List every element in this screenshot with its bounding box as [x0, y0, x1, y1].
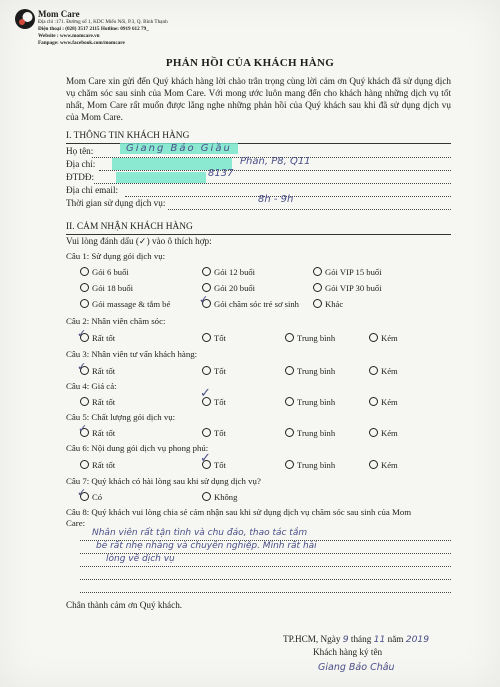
q3-option[interactable]: Trung bình: [285, 366, 335, 376]
mom-care-logo-icon: [14, 8, 36, 30]
q4-option[interactable]: Rất tốt: [80, 397, 115, 407]
field-email-label: Địa chỉ email:: [66, 185, 119, 195]
q1-option[interactable]: Gói 18 buổi: [80, 283, 133, 293]
field-phone-value[interactable]: 8137: [208, 168, 234, 179]
q5-option[interactable]: Trung bình: [285, 428, 335, 438]
q1-option[interactable]: Gói VIP 15 buổi: [313, 267, 382, 277]
q7-label: Câu 7: Quý khách có hài lòng sau khi sử dụng dịch vụ?: [66, 476, 261, 486]
signature-date: TP.HCM, Ngày 9 tháng 11 năm 2019: [283, 634, 430, 645]
q7-checkmark-icon: ✓: [77, 486, 87, 499]
q6-option[interactable]: Tốt: [202, 460, 226, 470]
section2-heading: II. CẢM NHẬN KHÁCH HÀNG: [66, 222, 193, 232]
q2-option[interactable]: Rất tốt: [80, 333, 115, 343]
sign-label: Khách hàng ký tên: [313, 647, 383, 657]
page-title: PHẢN HỒI CỦA KHÁCH HÀNG: [165, 57, 335, 69]
q5-label: Câu 5: Chất lượng gói dịch vụ:: [66, 412, 176, 422]
section1-heading: I. THÔNG TIN KHÁCH HÀNG: [66, 131, 190, 141]
q4-checkmark-icon: ✓: [200, 386, 211, 401]
customer-signature[interactable]: Giang Bảo Châu: [318, 662, 395, 673]
field-name-label: Họ tên:: [66, 146, 94, 156]
q1-option[interactable]: Gói 12 buổi: [202, 267, 255, 277]
q7-option[interactable]: Không: [202, 492, 237, 502]
brand-name: Mom Care: [38, 9, 80, 19]
q3-option[interactable]: Tốt: [202, 366, 226, 376]
field-address-value[interactable]: Phan, P8, Q11: [240, 156, 311, 167]
q8-answer-line[interactable]: bé rất nhẹ nhàng và chuyên nghiệp. Mình rất hài: [96, 541, 317, 551]
date-year: 2019: [405, 634, 430, 645]
q3-option[interactable]: Kém: [369, 366, 398, 376]
field-phone-label: ĐTDĐ:: [66, 172, 95, 182]
q4-option[interactable]: Trung bình: [285, 397, 335, 407]
q5-option[interactable]: Tốt: [202, 428, 226, 438]
field-time-label: Thời gian sử dụng dịch vụ:: [66, 198, 166, 208]
q8-answer-line[interactable]: lòng về dịch vụ: [106, 554, 175, 564]
q1-option[interactable]: Khác: [313, 299, 343, 309]
q3-checkmark-icon: ✓: [77, 360, 87, 373]
field-time-value[interactable]: 8h - 9h: [258, 194, 294, 205]
instruction-text: Vui lòng đánh dấu (✓) vào ô thích hợp:: [66, 236, 212, 246]
q2-checkmark-icon: ✓: [77, 327, 87, 340]
q3-option[interactable]: Rất tốt: [80, 366, 115, 376]
q1-option[interactable]: Gói VIP 30 buổi: [313, 283, 382, 293]
q1-option[interactable]: Gói 6 buổi: [80, 267, 129, 277]
q3-label: Câu 3: Nhân viên tư vấn khách hàng:: [66, 349, 198, 359]
q2-option[interactable]: Tốt: [202, 333, 226, 343]
q5-option[interactable]: Kém: [369, 428, 398, 438]
q8-label: Câu 8: Quý khách vui lòng chia sẻ cảm nhận sau khi sử dụng dịch vụ chăm sóc sau sinh của Mom Care:: [66, 507, 412, 528]
q2-label: Câu 2: Nhân viên chăm sóc:: [66, 316, 166, 326]
q6-checkmark-icon: ✓: [200, 451, 211, 466]
q4-option[interactable]: Tốt: [202, 397, 226, 407]
q6-label: Câu 6: Nội dung gói dịch vụ phong phú:: [66, 443, 209, 453]
q1-label: Câu 1: Sử dụng gói dịch vụ:: [66, 251, 166, 261]
q6-option[interactable]: Kém: [369, 460, 398, 470]
q8-answer-line[interactable]: Nhân viên rất tận tình và chu đáo, thao tác tắm: [92, 528, 308, 538]
q4-option[interactable]: Kém: [369, 397, 398, 407]
date-month: 11: [373, 634, 386, 645]
q4-label: Câu 4: Giá cả:: [66, 381, 117, 391]
header-website: Website : www.momcare.vn: [38, 33, 100, 39]
header-phone: Điện thoại : (028) 3517 2115 Hotline: 0919 612 79_: [38, 26, 149, 32]
q2-option[interactable]: Trung bình: [285, 333, 335, 343]
q1-option[interactable]: Gói 20 buổi: [202, 283, 255, 293]
field-name-value[interactable]: Giang Bảo Giầu: [120, 143, 238, 154]
q5-option[interactable]: Rất tốt: [80, 428, 115, 438]
q1-option[interactable]: Gói chăm sóc trẻ sơ sinh: [202, 299, 299, 309]
date-day: 9: [342, 634, 349, 645]
closing-text: Chân thành cảm ơn Quý khách.: [66, 600, 183, 610]
q6-option[interactable]: Rất tốt: [80, 460, 115, 470]
q5-checkmark-icon: ✓: [78, 422, 88, 435]
q1-option[interactable]: Gói massage & tắm bé: [80, 299, 170, 309]
intro-paragraph: Mom Care xin gửi đến Quý khách hàng lời chào trân trọng cùng lời cảm ơn Quý khách đã sử dụng dịch vụ chăm sóc sau sinh của Mom Care. Với mong ước luôn mang đến cho khách hàng những dịch vụ tốt nhất, Mom Care rất muốn được lắng nghe những phản hồi của Quý khách sau khi đã sử dụng dịch vụ của Mom Care.: [66, 76, 451, 122]
q7-option[interactable]: Có: [80, 492, 102, 502]
header-address: Địa chỉ :171. Đường số 1, KDC Miếu Nổi, P.3, Q. Bình Thạnh: [38, 19, 168, 25]
q1-checkmark-icon: ✓: [199, 293, 209, 306]
q6-option[interactable]: Trung bình: [285, 460, 335, 470]
field-address-label: Địa chỉ:: [66, 159, 96, 169]
header-fanpage: Fanpage: www.facebook.com/momcare: [38, 40, 125, 46]
q2-option[interactable]: Kém: [369, 333, 398, 343]
